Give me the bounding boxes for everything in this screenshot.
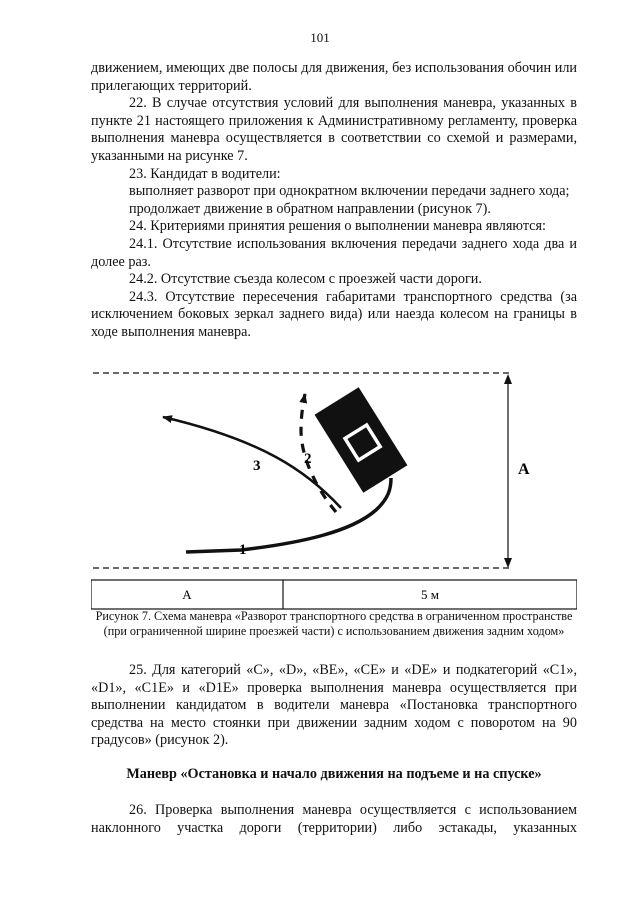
paragraph: 26. Проверка выполнения маневра осуществляется с использованием наклонного участка дороги (территории) либо эстакады, указанных (91, 802, 577, 836)
text-block-upper (91, 60, 577, 342)
paragraph: 23. Кандидат в водители: (129, 165, 281, 182)
path-1 (186, 478, 391, 552)
paragraph: 24.2. Отсутствие съезда колесом с проезжей части дороги. (129, 271, 482, 288)
maneuver-diagram (91, 360, 577, 610)
paragraph: 25. Для категорий «С», «D», «ВЕ», «СЕ» и «DE» и подкатегорий «С1», «D1», «С1Е» и «D1E» проверка выполнения маневра осуществляется при выполнении кандидатом в водители маневра «Постановка транспортного средства на место стоянки при движении задним ходом с поворотом на 90 градусов» (рисунок 2). (91, 662, 577, 749)
paragraph: выполняет разворот при однократном включении передачи заднего хода; (129, 183, 570, 200)
vehicle-icon (315, 387, 408, 493)
section-heading: Маневр «Остановка и начало движения на подъеме и на спуске» (126, 766, 542, 782)
paragraph: 24.3. Отсутствие пересечения габаритами транспортного средства (за исключением боковых зеркал заднего вида) или наезда колесом на границы в ходе выполнения маневра. (91, 288, 577, 340)
table-cell-a: А (182, 587, 192, 602)
path-label-2: 2 (304, 451, 312, 467)
page-number: 101 (310, 30, 330, 45)
dimension-label-a: А (518, 461, 530, 478)
text-block-lower (91, 802, 577, 837)
paragraph: 24. Критериями принятия решения о выполнении маневра являются: (129, 218, 546, 235)
table-cell-5m: 5 м (421, 587, 439, 602)
text-block-middle (91, 662, 577, 750)
paragraph: 24.1. Отсутствие использования включения передачи заднего хода два и долее раз. (91, 235, 577, 270)
path-3 (163, 417, 341, 508)
path-label-1: 1 (239, 542, 247, 558)
paragraph: продолжает движение в обратном направлении (рисунок 7). (129, 200, 491, 217)
paragraph: 22. В случае отсутствия условий для выполнения маневра, указанных в пункте 21 настоящего приложения к Административному регламенту, проверка выполнения маневра осуществляется в соответствии со схемой и размерами, указанными на рисунке 7. (91, 95, 577, 164)
figure-caption: Рисунок 7. Схема маневра «Разворот транспортного средства в ограниченном пространстве (при ограниченной ширине проезжей части) с использованием движения задним ходом» (95, 609, 573, 638)
path-label-3: 3 (253, 458, 261, 474)
paragraph: движением, имеющих две полосы для движения, без использования обочин или прилегающих территорий. (91, 60, 577, 94)
dimension-table (91, 580, 577, 609)
